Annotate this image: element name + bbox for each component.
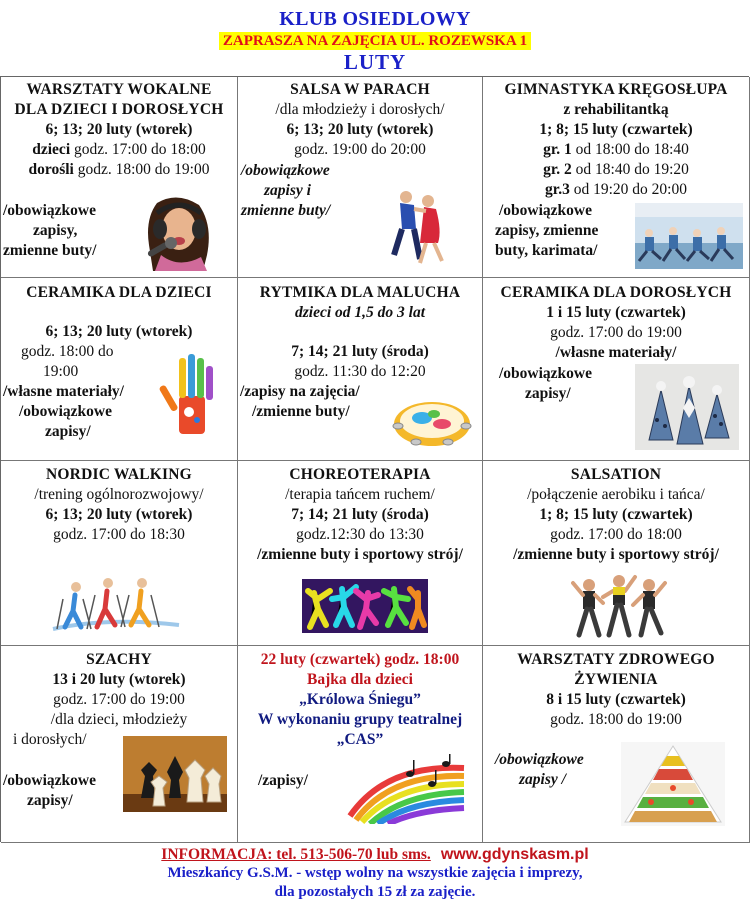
ceramika-doroslych-time: godz. 17:00 do 19:00	[550, 324, 682, 341]
szachy-note-2: zapisy/	[27, 792, 73, 809]
ceramika-dzieci-dates: 6; 13; 20 luty (wtorek)	[45, 323, 193, 340]
gimnastyka-note-3: buty, karimata/	[495, 242, 598, 259]
gimnastyka-g3-line	[483, 180, 749, 200]
rytmika-dates: 7; 14; 21 luty (środa)	[291, 343, 429, 360]
singer-image	[127, 195, 225, 271]
salsa-note-3: zmienne buty/	[241, 202, 331, 219]
nordic-dates: 6; 13; 20 luty (wtorek)	[45, 506, 193, 523]
dance-silhouettes-image	[302, 579, 428, 633]
cell-szachy	[1, 646, 238, 843]
ceramika-dzieci-note-1: /własne materiały/	[3, 383, 124, 400]
szachy-time: godz. 17:00 do 19:00	[53, 691, 185, 708]
salsation-dancers-image	[571, 573, 667, 641]
ceramika-doroslych-note-1: /własne materiały/	[555, 344, 677, 361]
cell-choreoterapia	[238, 461, 483, 646]
szachy-sub-1: /dla dzieci, młodzieży	[50, 711, 188, 728]
club-title: KLUB OSIEDLOWY	[279, 8, 471, 30]
footer-line-2: Mieszkańcy G.S.M. - wstęp wolny na wszystkie zajęcia i imprezy,	[167, 865, 583, 881]
rainbow-music-image	[346, 754, 468, 824]
wokalne-note-1: /obowiązkowe	[3, 202, 96, 219]
zywienie-title-1: WARSZTATY ZDROWEGO	[517, 651, 715, 668]
bajka-line-5: „CAS”	[336, 731, 384, 748]
invite-wrap	[0, 32, 750, 50]
zywienie-note-2: zapisy /	[519, 771, 566, 788]
food-pyramid-image	[621, 742, 725, 826]
cell-salsation	[483, 461, 750, 646]
choreoterapia-note: /zmienne buty i sportowy strój/	[257, 546, 463, 563]
wokalne-adults-line	[1, 160, 237, 180]
ceramic-figurines-image	[635, 364, 739, 450]
cell-rytmika	[238, 278, 483, 461]
gimnastyka-g2-line	[483, 160, 749, 180]
invite-banner: ZAPRASZA NA ZAJĘCIA UL. ROZEWSKA 1	[219, 32, 531, 50]
footer-line-3: dla pozostałych 15 zł za zajęcie.	[274, 884, 476, 900]
wokalne-kids-time: godz. 17:00 do 18:00	[70, 141, 206, 158]
tambourine-image	[390, 392, 474, 452]
wokalne-kids-line	[1, 140, 237, 160]
cell-warsztaty-wokalne	[1, 77, 238, 278]
ceramika-dzieci-title: CERAMIKA DLA DZIECI	[26, 284, 212, 301]
szachy-title: SZACHY	[86, 651, 152, 668]
wokalne-title-2: DLA DZIECI I DOROSŁYCH	[14, 101, 224, 118]
cell-zywienie	[483, 646, 750, 843]
wokalne-adults-label: dorośli	[28, 161, 74, 178]
footer-info-line	[0, 846, 750, 864]
gimnastyka-g3-time: od 19:20 do 20:00	[569, 181, 687, 198]
footer-website-link[interactable]: www.gdynskasm.pl	[440, 846, 589, 863]
cell-nordic-walking	[1, 461, 238, 646]
zywienie-title-2: ŻYWIENIA	[574, 671, 658, 688]
rytmika-title: RYTMIKA DLA MALUCHA	[259, 284, 461, 301]
choreoterapia-dates: 7; 14; 21 luty (środa)	[291, 506, 429, 523]
salsa-dancers-image	[380, 185, 454, 267]
rytmika-time: godz. 11:30 do 12:20	[294, 363, 426, 380]
salsa-note-1: /obowiązkowe	[241, 162, 330, 179]
wokalne-adults-time: godz. 18:00 do 19:00	[73, 161, 210, 178]
gimnastyka-g2-time: od 18:40 do 19:20	[571, 161, 689, 178]
wokalne-note-2: zapisy,	[33, 222, 78, 239]
nordic-walkers-image	[49, 573, 183, 637]
salsation-title: SALSATION	[570, 466, 662, 483]
cell-ceramika-doroslych	[483, 278, 750, 461]
choreoterapia-time: godz.12:30 do 13:30	[296, 526, 424, 543]
rytmika-sub: dzieci od 1,5 do 3 lat	[294, 304, 426, 321]
gymnastics-image	[635, 203, 743, 269]
zywienie-note-1: /obowiązkowe	[495, 751, 584, 768]
painted-hand-image	[159, 352, 225, 438]
nordic-time: godz. 17:00 do 18:30	[53, 526, 185, 543]
rytmika-note-1: /zapisy na zajęcia/	[240, 383, 360, 400]
bajka-note: /zapisy/	[258, 772, 308, 789]
ceramika-dzieci-time-1: godz. 18:00 do	[21, 343, 114, 360]
salsa-sub: /dla młodzieży i dorosłych/	[275, 101, 445, 118]
gimnastyka-g1-line	[483, 140, 749, 160]
ceramika-dzieci-note-2: /obowiązkowe	[19, 403, 112, 420]
schedule-grid	[0, 76, 749, 842]
salsa-note-2: zapisy i	[264, 182, 311, 199]
ceramika-dzieci-time-2: 19:00	[43, 363, 79, 380]
gimnastyka-g3-label: gr.3	[545, 181, 570, 198]
bajka-line-3: „Królowa Śniegu”	[299, 691, 421, 708]
bajka-line-1: 22 luty (czwartek) godz. 18:00	[260, 651, 460, 668]
salsa-dates: 6; 13; 20 luty (wtorek)	[286, 121, 434, 138]
cell-gimnastyka	[483, 77, 750, 278]
zywienie-time: godz. 18:00 do 19:00	[550, 711, 682, 728]
salsa-title: SALSA W PARACH	[290, 81, 430, 98]
wokalne-dates: 6; 13; 20 luty (wtorek)	[45, 121, 193, 138]
salsation-time: godz. 17:00 do 18:00	[550, 526, 682, 543]
gimnastyka-g2-label: gr. 2	[543, 161, 572, 178]
ceramika-doroslych-title: CERAMIKA DLA DOROSŁYCH	[500, 284, 732, 301]
choreoterapia-sub: /terapia tańcem ruchem/	[285, 486, 435, 503]
zywienie-dates: 8 i 15 luty (czwartek)	[546, 691, 686, 708]
szachy-dates: 13 i 20 luty (wtorek)	[52, 671, 186, 688]
szachy-note-1: /obowiązkowe	[3, 772, 96, 789]
wokalne-title-1: WARSZTATY WOKALNE	[26, 81, 212, 98]
gimnastyka-note-2: zapisy, zmienne	[495, 222, 599, 239]
gimnastyka-note-1: /obowiązkowe	[499, 202, 592, 219]
month-title: LUTY	[343, 50, 407, 74]
ceramika-doroslych-note-2: /obowiązkowe	[499, 365, 592, 382]
gimnastyka-title-2: z rehabilitantką	[563, 101, 669, 118]
rytmika-note-2: /zmienne buty/	[252, 403, 350, 420]
bajka-line-4: W wykonaniu grupy teatralnej	[257, 711, 463, 728]
salsation-dates: 1; 8; 15 luty (czwartek)	[539, 506, 693, 523]
gimnastyka-g1-time: od 18:00 do 18:40	[571, 141, 689, 158]
salsation-sub: /połączenie aerobiku i tańca/	[527, 486, 705, 503]
gimnastyka-g1-label: gr. 1	[543, 141, 572, 158]
salsa-time: godz. 19:00 do 20:00	[294, 141, 426, 158]
bajka-line-2: Bajka dla dzieci	[307, 671, 413, 688]
ceramika-doroslych-note-3: zapisy/	[525, 385, 571, 402]
szachy-sub-2: i dorosłych/	[13, 731, 87, 748]
chess-pieces-image	[123, 736, 227, 812]
ceramika-dzieci-note-3: zapisy/	[45, 423, 91, 440]
ceramika-doroslych-dates: 1 i 15 luty (czwartek)	[546, 304, 686, 321]
nordic-title: NORDIC WALKING	[46, 466, 192, 483]
choreoterapia-title: CHOREOTERAPIA	[289, 466, 431, 483]
gimnastyka-dates: 1; 8; 15 luty (czwartek)	[539, 121, 693, 138]
cell-ceramika-dzieci	[1, 278, 238, 461]
salsation-note: /zmienne buty i sportowy strój/	[513, 546, 719, 563]
gimnastyka-title-1: GIMNASTYKA KRĘGOSŁUPA	[504, 81, 728, 98]
nordic-sub: /trening ogólnorozwojowy/	[34, 486, 204, 503]
wokalne-kids-label: dzieci	[32, 141, 71, 158]
footer-info: INFORMACJA: tel. 513-506-70 lub sms.	[161, 846, 431, 863]
cell-bajka	[238, 646, 483, 843]
wokalne-note-3: zmienne buty/	[3, 242, 97, 259]
cell-salsa	[238, 77, 483, 278]
